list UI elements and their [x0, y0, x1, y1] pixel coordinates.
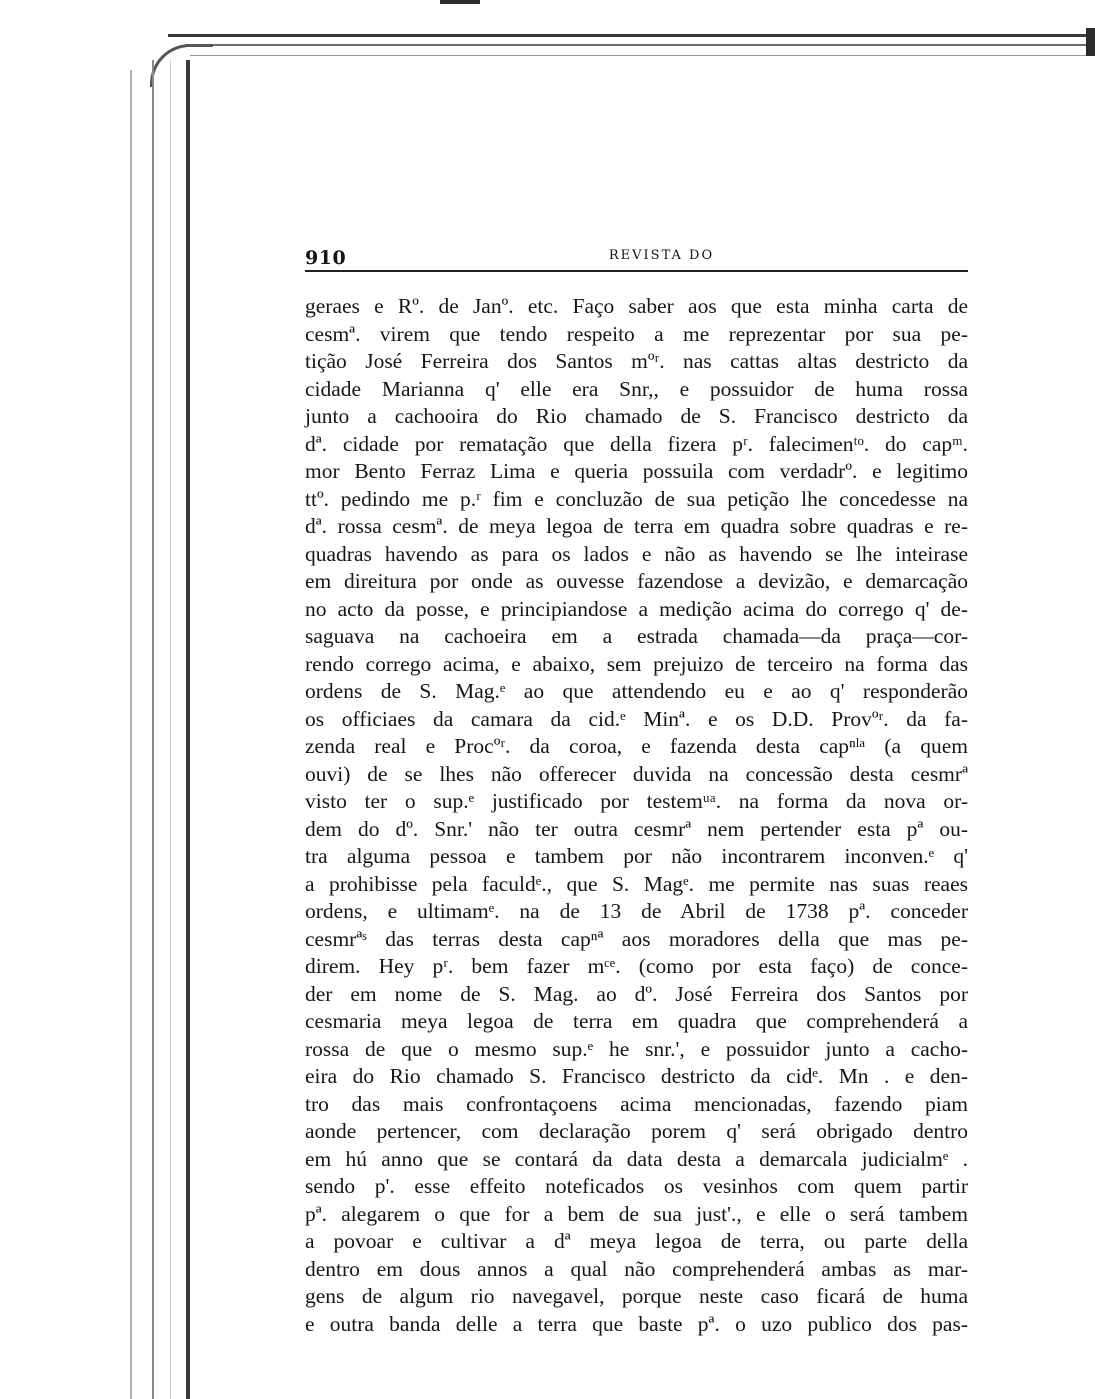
text-line: tra alguma pessoa e tambem por não incontrarem inconven.ᵉ q': [305, 844, 968, 868]
page-edge-top-inner: [185, 44, 1095, 46]
text-line: direm. Hey pʳ. bem fazer mᶜᵉ. (como por esta faço) de conce-: [305, 954, 968, 978]
text-line: dª. rossa cesmª. de meya legoa de terra em quadra sobre quadras e re-: [305, 514, 968, 538]
text-line: tição José Ferreira dos Santos mºʳ. nas cattas altas destricto da: [305, 349, 968, 373]
text-line: junto a cachooira do Rio chamado de S. Francisco destricto da: [305, 404, 968, 428]
text-line: a prohibisse pela faculdᵉ., que S. Magᵉ. me permite nas suas reaes: [305, 871, 968, 896]
text-line: zenda real e Procºʳ. da coroa, e fazenda desta capⁿˡᵃ (a quem: [305, 734, 968, 758]
text-line: mor Bento Ferraz Lima e queria possuila com verdadrº. e legitimo: [305, 459, 968, 483]
text-line: saguava na cachoeira em a estrada chamada—da praça—cor-: [305, 624, 968, 648]
page-edge-top: [168, 34, 1095, 37]
text-line: a povoar e cultivar a dª meya legoa de terra, ou parte della: [305, 1229, 968, 1253]
text-line: no acto da posse, e principiandose a medição acima do corrego q' de-: [305, 596, 968, 621]
text-line: cidade Marianna q' elle era Snr,, e possuidor de huma rossa: [305, 376, 968, 401]
text-line: cesmª. virem que tendo respeito a me reprezentar por sua pe-: [305, 321, 968, 346]
page-edge-left-outer: [130, 70, 132, 1399]
text-line: cesmaria meya legoa de terra em quadra que comprehenderá a: [305, 1009, 968, 1033]
text-line: ouvi) de se lhes não offerecer duvida na concessão desta cesmrª: [305, 761, 968, 786]
page-edge-left-middle: [152, 60, 154, 1399]
text-line: ttº. pedindo me p.ʳ fim e concluzão de sua petição lhe concedesse na: [305, 486, 968, 511]
text-line: e outra banda delle a terra que baste pª. o uzo publico dos pas-: [305, 1311, 968, 1336]
text-line: ordens, e ultimamᵉ. na de 13 de Abril de 1738 pª. conceder: [305, 899, 968, 923]
text-line: dª. cidade por rematação que della fizera pʳ. falecimenᵗᵒ. do capᵐ.: [305, 431, 968, 456]
text-line: geraes e Rº. de Janº. etc. Faço saber aos que esta minha carta de: [305, 294, 968, 318]
text-line: visto ter o sup.ᵉ justificado por testemᵘᵃ. na forma da nova or-: [305, 789, 968, 813]
text-line: em direitura por onde as ouvesse fazendose a devizão, e demarcação: [305, 569, 968, 593]
text-line: os officiaes da camara da cid.ᵉ Minª. e os D.D. Provºʳ. da fa-: [305, 706, 968, 731]
running-title: REVISTA DO: [608, 248, 715, 263]
page-number: 910: [305, 247, 347, 269]
text-line: der em nome de S. Mag. ao dº. José Ferreira dos Santos por: [305, 981, 968, 1006]
text-line: rendo corrego acima, e abaixo, sem prejuizo de terceiro na forma das: [305, 651, 968, 676]
page-edge-left-inner: [186, 60, 190, 1399]
page-body: [305, 293, 968, 1338]
text-line: tro das mais confrontaçoens acima mencionadas, fazendo piam: [305, 1091, 968, 1116]
text-line: dem do dº. Snr.' não ter outra cesmrª nem pertender esta pª ou-: [305, 816, 968, 841]
text-line: dentro em dous annos a qual não comprehenderá ambas as mar-: [305, 1256, 968, 1281]
page-edge-top-faint: [190, 55, 1095, 56]
text-line: quadras havendo as para os lados e não as havendo se lhe inteirase: [305, 541, 968, 566]
text-line: eira do Rio chamado S. Francisco destricto da cidᵉ. Mn . e den-: [305, 1064, 968, 1088]
header-rule: [305, 270, 968, 272]
page-edge-left-faint: [170, 60, 171, 1399]
text-line: gens de algum rio navegavel, porque neste caso ficará de huma: [305, 1284, 968, 1308]
text-line: rossa de que o mesmo sup.ᵉ he snr.', e possuidor junto a cacho-: [305, 1036, 968, 1061]
text-line: ordens de S. Mag.ᵉ ao que attendendo eu e ao q' responderão: [305, 679, 968, 703]
text-line: aonde pertencer, com declaração porem q' será obrigado dentro: [305, 1119, 968, 1143]
page-edge-right-mark: [1086, 28, 1095, 56]
crop-mark: [440, 0, 480, 4]
text-line: sendo p'. esse effeito noteficados os vesinhos com quem partir: [305, 1174, 968, 1198]
text-line: em hú anno que se contará da data desta a demarcala judicialmᵉ .: [305, 1146, 968, 1171]
text-line: cesmrªˢ das terras desta capⁿª aos moradores della que mas pe-: [305, 926, 968, 951]
page-corner-curl: [150, 44, 213, 87]
text-line: pª. alegarem o que for a bem de sua just'., e elle o será tambem: [305, 1201, 968, 1226]
